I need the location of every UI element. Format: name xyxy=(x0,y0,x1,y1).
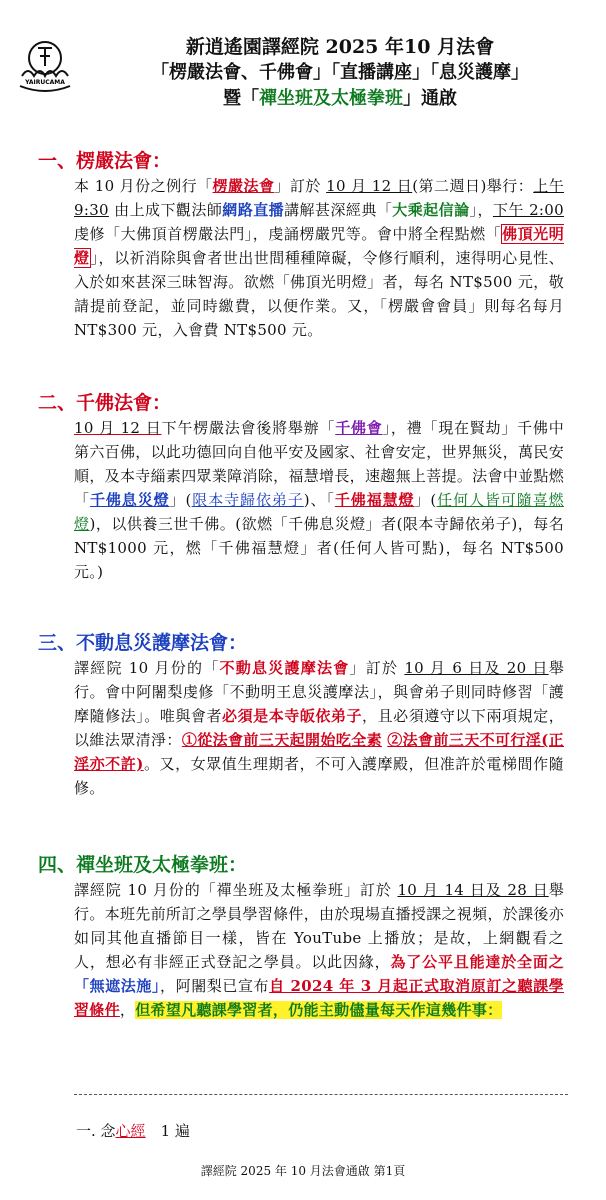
section-homa xyxy=(0,630,606,800)
divider xyxy=(74,1094,568,1095)
title-line-1: 新逍遙園譯經院 2025 年10 月法會 xyxy=(185,36,495,58)
header-titles xyxy=(80,34,600,112)
page-footer: 譯經院 2025 年 10 月法會通啟 第1頁 xyxy=(200,1164,406,1178)
section-1-heading: 一、楞嚴法會： xyxy=(38,150,172,172)
section-3-body: 譯經院 10 月份的「不動息災護摩法會」訂於 10 月 6 日及 20 日舉行。會中阿闍梨虔修「不動明王息災護摩法」，與會弟子則同時修習「護摩隨修法」。唯與會者必須是本寺皈依弟子，且必須遵守以下兩項規定，以維法眾清淨：①從法會前三天起開始吃全素 ②法會前三天不可行淫(正淫亦不許)。又，女眾值生理期者，不可入護摩殿，但准許於電梯間作隨修。 xyxy=(74,659,564,797)
section-2-heading: 二、千佛法會： xyxy=(38,392,172,414)
letter-header xyxy=(0,0,606,140)
title-line-2: 「楞嚴法會、千佛會」「直播講座」「息災護摩」 xyxy=(151,62,529,83)
svg-text:YAIRUCAMA: YAIRUCAMA xyxy=(25,79,65,86)
list-item: 一. 念心經 1 遍 xyxy=(76,1122,190,1140)
section-4-heading: 四、禪坐班及太極拳班： xyxy=(38,854,248,876)
section-2-body: 10 月 12 日下午楞嚴法會後將舉辦「千佛會」，禮「現在賢劫」千佛中第六百佛，以此功德回向自他平安及國家、社會安定，世界無災，萬民安順，及本寺緇素四眾業障消除，福慧增長，速趨無上菩提。法會中並點燃「千佛息災燈」(限本寺歸依弟子)、「千佛福慧燈」(任何人皆可隨喜燃燈)，以供養三世千佛。(欲燃「千佛息災燈」者(限本寺歸依弟子)，每名 NT$1000 元，燃「千佛福慧燈」者(任何人皆可點)，每名 NT$500 元。) xyxy=(74,419,564,581)
section-meditation xyxy=(0,852,606,1022)
temple-logo-icon xyxy=(14,36,76,98)
section-4-body: 譯經院 10 月份的「禪坐班及太極拳班」訂於 10 月 14 日及 28 日舉行。本班先前所訂之學員學習條件，由於現場直播授課之視頻，於課後亦如同其他直播節目一樣，皆在 YouTube 上播放；是故，上網觀看之人，想必有非經正式登記之學員。以此因緣，為了公平且能達於全面之「無遮法施」，阿闍梨已宣布自 2024 年 3 月起正式取消原訂之聽課學習條件，但希望凡聽課學習者，仍能主動儘量每天作這幾件事： xyxy=(74,881,565,1019)
section-1-body: 本 10 月份之例行「楞嚴法會」訂於 10 月 12 日(第二週日)舉行：上午 9:30 由上成下觀法師網路直播講解甚深經典「大乘起信論」，下午 2:00 虔修「大佛頂首楞嚴法門」，虔誦楞嚴咒等。會中將全程點燃「佛頂光明燈」，以祈消除與會者世出世間種種障礙，令修行順利，速得明心見性、入於如來甚深三昧智海。欲燃「佛頂光明燈」者，每名 NT$500 元，敬請提前登記，並同時繳費，以便作業。又，「楞嚴會會員」則每名每月 NT$300 元，入會費 NT$500 元。 xyxy=(74,177,565,339)
section-thousand-buddha xyxy=(0,390,606,584)
section-3-heading: 三、不動息災護摩法會： xyxy=(38,632,248,654)
section-shurangama xyxy=(0,148,606,342)
title-line-3: 暨「禪坐班及太極拳班」通啟 xyxy=(223,88,457,109)
